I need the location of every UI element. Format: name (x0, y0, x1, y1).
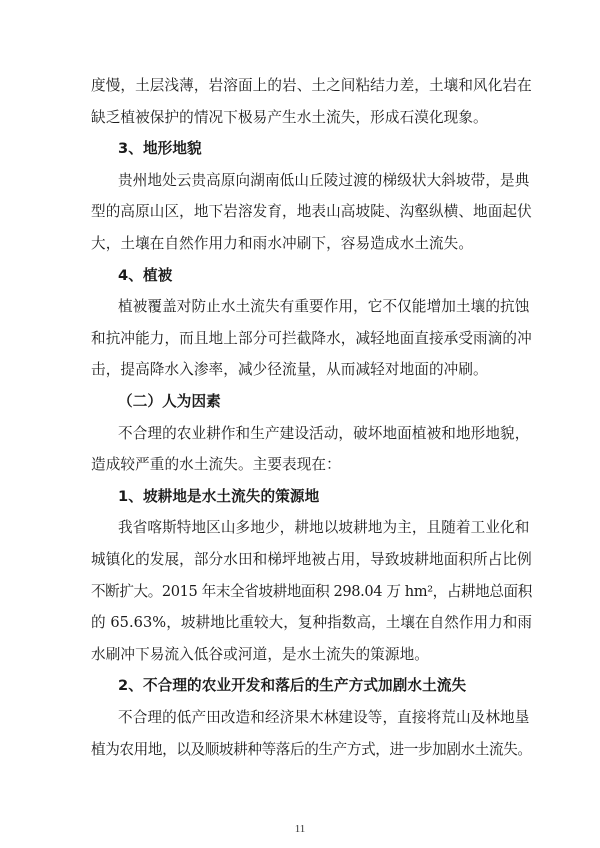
section-heading: 1、坡耕地是水土流失的策源地 (118, 487, 320, 505)
section-heading: 2、不合理的农业开发和落后的生产方式加剧水土流失 (118, 677, 467, 695)
paragraph-line: 造成较严重的水土流失。主要表现在： (91, 456, 341, 474)
section-heading: （二）人为因素 (118, 393, 221, 410)
paragraph-line: 植为农用地，以及顺坡耕种等落后的生产方式，进一步加剧水土流失。 (91, 740, 532, 758)
paragraph-line: 击，提高降水入渗率，减少径流量，从而减轻对地面的冲刷。 (91, 361, 488, 379)
paragraph-line: 和抗冲能力，而且地上部分可拦截降水，减轻地面直接承受雨滴的冲 (91, 329, 532, 347)
section-heading: 4、植被 (118, 266, 173, 284)
paragraph-line: 城镇化的发展，部分水田和梯坪地被占用，导致坡耕地面积所占比例 (91, 551, 532, 568)
paragraph-line: 贵州地处云贵高原向湖南低山丘陵过渡的梯级状大斜坡带，是典 (118, 171, 530, 189)
section-heading: 3、地形地貌 (118, 140, 202, 158)
paragraph-line: 我省喀斯特地区山多地少，耕地以坡耕地为主，且随着工业化和 (118, 519, 530, 537)
paragraph-line: 度慢，土层浅薄，岩溶面上的岩、土之间粘结力差，土壤和风化岩在 (91, 77, 532, 94)
paragraph-line: 水刷冲下易流入低谷或河道，是水土流失的策源地。 (91, 645, 429, 663)
paragraph-line: 植被覆盖对防止水土流失有重要作用，它不仅能增加土壤的抗蚀 (118, 298, 530, 316)
paragraph-line: 不断扩大。2015 年末全省坡耕地面积 298.04 万 hm²，占耕地总面积 (91, 582, 532, 600)
paragraph-line: 不合理的农业耕作和生产建设活动，破坏地面植被和地形地貌， (118, 424, 530, 442)
paragraph-line: 大，土壤在自然作用力和雨水冲刷下，容易造成水土流失。 (91, 235, 474, 252)
paragraph-line: 的 65.63%，坡耕地比重较大，复种指数高，土壤在自然作用力和雨 (91, 614, 533, 632)
page-number: 11 (294, 823, 306, 835)
paragraph-line: 型的高原山区，地下岩溶发育，地表山高坡陡、沟壑纵横、地面起伏 (91, 203, 532, 221)
paragraph-line: 不合理的低产田改造和经济果木林建设等，直接将荒山及林地垦 (118, 709, 530, 726)
paragraph-line: 缺乏植被保护的情况下极易产生水土流失，形成石漠化现象。 (91, 108, 488, 126)
